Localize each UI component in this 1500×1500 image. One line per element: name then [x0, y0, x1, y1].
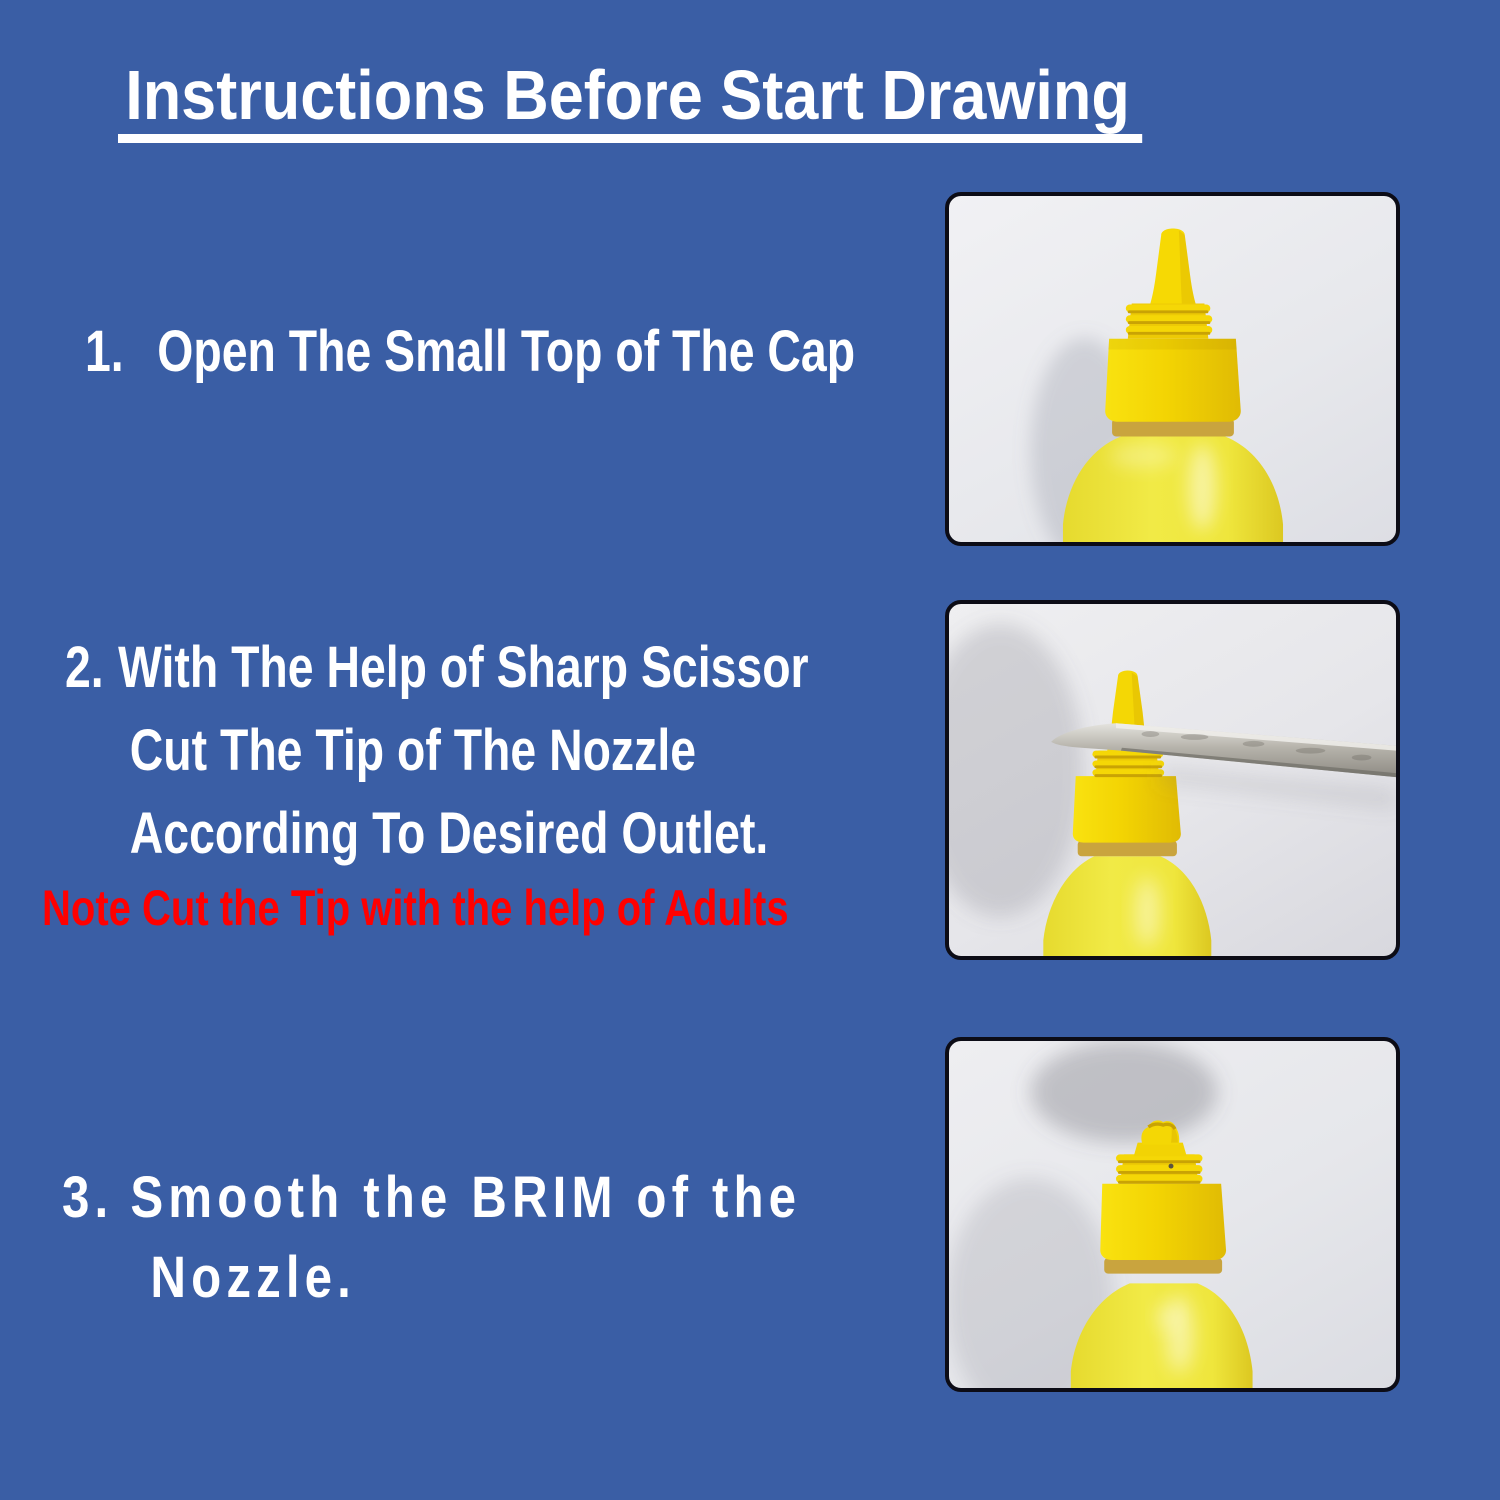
step-3-text-line-2: Nozzle.	[150, 1245, 356, 1310]
cone-shade	[1179, 230, 1196, 303]
step-2-text-line-1: With The Help of Sharp Scissor	[118, 635, 809, 700]
bottle-illustration-cut	[949, 1041, 1396, 1388]
step-2-line-1	[65, 626, 809, 709]
step-3-number: 3.	[62, 1165, 114, 1230]
step-3	[62, 1158, 801, 1318]
thread-rings	[1092, 751, 1164, 777]
photo-step-2-cutting-tip	[945, 600, 1400, 960]
thread-rings	[1126, 304, 1212, 334]
photo-step-3-cut-nozzle	[945, 1037, 1400, 1392]
page-title	[118, 56, 1142, 143]
bottle-illustration-closed	[949, 196, 1396, 542]
photo-step-1-nozzle-closed	[945, 192, 1400, 546]
step-1-number: 1.	[85, 319, 124, 384]
bottle-illustration-cutting	[949, 604, 1396, 956]
bottle	[1031, 228, 1283, 542]
thread-rings	[1116, 1154, 1202, 1183]
body-highlight	[1136, 877, 1160, 947]
neck-seal-band	[1104, 1258, 1222, 1274]
body-highlight	[1189, 444, 1217, 530]
step-2-text-line-3: According To Desired Outlet.	[129, 801, 769, 866]
step-2	[65, 626, 809, 875]
nozzle-base	[1134, 1143, 1187, 1157]
cap-top-shade	[1108, 339, 1237, 350]
shoulder-highlight	[1110, 444, 1177, 467]
step-1	[85, 320, 855, 384]
step-2-number: 2.	[65, 635, 104, 700]
step-3-line-1	[62, 1158, 801, 1238]
neck-seal-band	[1078, 841, 1177, 857]
bottle-body	[1043, 856, 1211, 956]
wall-shadow	[949, 624, 1084, 917]
nozzle-cap	[1105, 339, 1241, 422]
bottle-and-scissor	[949, 624, 1396, 956]
background-smudge	[1031, 1041, 1218, 1143]
step-1-text: Open The Small Top of The Cap	[157, 319, 856, 384]
nozzle-cap	[1100, 1184, 1226, 1260]
blade-shadow	[1160, 768, 1396, 807]
nozzle-cap	[1073, 776, 1181, 842]
body-glint	[1157, 1305, 1177, 1328]
step-1-line-1	[85, 320, 855, 384]
adult-supervision-note: Note Cut the Tip with the help of Adults	[42, 880, 789, 936]
step-2-text-line-2: Cut The Tip of The Nozzle	[129, 718, 697, 783]
step-3-text-line-1: Smooth the BRIM of the	[130, 1165, 802, 1230]
page-title-text: Instructions Before Start Drawing	[118, 60, 1142, 143]
bottle	[949, 1041, 1253, 1388]
